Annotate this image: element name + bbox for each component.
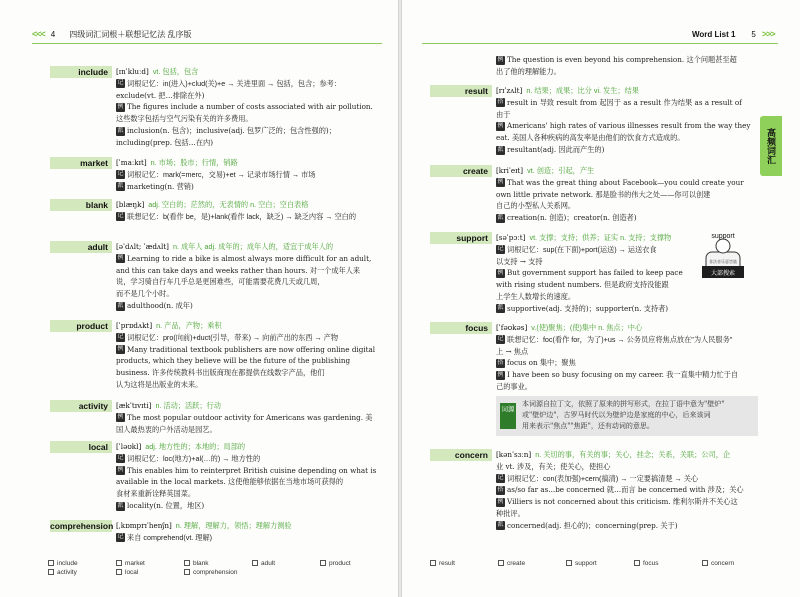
definition: vt. 支撑；支持；供养；证实 n. 支持；支撑物 bbox=[529, 233, 672, 242]
entry-line bbox=[116, 253, 371, 265]
entry-line bbox=[116, 332, 338, 344]
example-tag-icon: 例 bbox=[497, 56, 504, 63]
entry-line bbox=[116, 276, 324, 288]
headword-adult: adult bbox=[50, 241, 112, 253]
checklist-item[interactable] bbox=[498, 560, 525, 567]
derived-tag-icon: 派 bbox=[117, 502, 124, 509]
example-tag-icon: 例 bbox=[117, 346, 124, 353]
plain-text: 己的事业。 bbox=[496, 382, 532, 391]
entry-line bbox=[116, 453, 260, 465]
entry-line bbox=[496, 461, 610, 473]
derived-text: marketing(n. 营销) bbox=[127, 181, 194, 191]
memo-tag-icon: 记 bbox=[117, 171, 124, 178]
entry-line bbox=[496, 357, 576, 369]
checklist-item[interactable] bbox=[184, 569, 237, 576]
entry-line bbox=[496, 346, 528, 358]
plain-text: own little private network. 那是脸书的伟大之处——你可以创建 bbox=[496, 189, 711, 199]
headword-concern: concern bbox=[430, 449, 492, 461]
memo-tag-icon: 记 bbox=[497, 336, 504, 343]
headword-support: support bbox=[430, 232, 492, 244]
definition: n. 结果；成果；比分 vi. 发生；结果 bbox=[526, 86, 639, 95]
phonetic: [ˌkɒmprɪˈhenʃn] bbox=[116, 521, 172, 530]
headword-product: product bbox=[50, 320, 112, 332]
entry-line bbox=[116, 137, 213, 149]
entry-line bbox=[116, 379, 202, 391]
plain-text: 上 → 焦点 bbox=[496, 346, 529, 356]
checklist-label: support bbox=[575, 560, 597, 567]
derived-tag-icon: 派 bbox=[117, 183, 124, 190]
checkbox-icon[interactable] bbox=[702, 560, 708, 566]
plain-text: 由于 bbox=[496, 109, 511, 119]
checklist-label: market bbox=[125, 560, 145, 567]
example-text: Learning to ride a bike is almost always more difficult for an adult, bbox=[127, 253, 372, 263]
etymology-note bbox=[496, 396, 758, 436]
memo-text: 词根记忆：in(进入)+clud(关)+e → 关进里面 → 包括，包含；参考： bbox=[127, 78, 342, 88]
entry-line bbox=[116, 400, 221, 412]
example-text: I have been so busy focusing on my career. 我一直集中精力忙于自 bbox=[507, 370, 739, 380]
entry-line bbox=[116, 211, 356, 223]
entry-line bbox=[496, 369, 738, 381]
phrase-text: as/so far as...be concerned 就…而言 be concerned with 涉及；关心 bbox=[507, 485, 744, 495]
phrase-tag-icon: 搭 bbox=[497, 359, 504, 366]
book-title: 四级词汇词根＋联想记忆法 乱序版 bbox=[69, 29, 192, 39]
entry-line bbox=[116, 288, 174, 300]
plain-text: with rising student numbers. 但是政府支持没能跟 bbox=[496, 280, 669, 290]
checklist-label: local bbox=[125, 569, 139, 576]
entry-line bbox=[116, 113, 253, 125]
plain-text: 说，学习骑自行车几乎总是更困难些，可能需要花费几天或几周， bbox=[116, 277, 325, 287]
checkbox-icon[interactable] bbox=[430, 560, 436, 566]
entry-line bbox=[496, 165, 594, 177]
entry-line bbox=[496, 85, 639, 97]
checklist-label: concern bbox=[711, 560, 735, 567]
plain-text: 种批评。 bbox=[496, 509, 525, 518]
example-tag-icon: 例 bbox=[497, 269, 504, 276]
entry-line bbox=[496, 232, 671, 244]
definition: v.(使)聚焦；(使)集中 n. 焦点；中心 bbox=[531, 323, 643, 332]
page-number: 4 bbox=[50, 29, 56, 39]
header-rule bbox=[422, 43, 778, 44]
entry-line bbox=[496, 381, 532, 393]
side-tab: 高频词汇 bbox=[760, 116, 782, 176]
checkbox-icon[interactable] bbox=[184, 560, 190, 566]
support-illustration bbox=[692, 232, 754, 284]
plain-text: 而不是几个小时。 bbox=[116, 289, 174, 299]
definition: n. 关切的事，有关的事；关心，挂念；关系，关联；公司，企 bbox=[535, 450, 731, 459]
phonetic: [ˈprɒdʌkt] bbox=[116, 321, 153, 330]
headword-result: result bbox=[430, 85, 492, 97]
memo-tag-icon: 记 bbox=[117, 534, 124, 541]
checkbox-icon[interactable] bbox=[320, 560, 326, 566]
chevrons-right-icon: >>> bbox=[761, 29, 775, 39]
definition: n. 理解，理解力，领悟；理解力测验 bbox=[175, 521, 292, 530]
figure-caption-bottom: 大部搜索 bbox=[710, 270, 736, 277]
plain-text: 上学生人数增长的速度。 bbox=[496, 292, 576, 301]
headword-blank: blank bbox=[50, 199, 112, 211]
entry-line bbox=[116, 476, 343, 488]
page-number: 5 bbox=[751, 29, 756, 39]
checklist-label: activity bbox=[57, 569, 77, 576]
memo-text: 词根记忆：loc(地方)+al(…的) → 地方性的 bbox=[127, 453, 261, 463]
checklist-item[interactable] bbox=[430, 560, 455, 567]
etymology-tag: 词源 bbox=[500, 403, 516, 429]
definition: n. 产品，产物；乘积 bbox=[156, 321, 222, 330]
entry-line bbox=[496, 520, 678, 532]
example-text: That was the great thing about Facebook—you could create your bbox=[507, 177, 744, 187]
entry-line bbox=[496, 54, 737, 66]
entry-line bbox=[116, 441, 245, 453]
entry-line bbox=[116, 424, 217, 436]
word-list-title: Word List 1 bbox=[692, 29, 736, 39]
plain-text: 出了他的理解能力。 bbox=[496, 66, 561, 76]
phonetic: [kənˈsɜːn] bbox=[496, 450, 532, 459]
plain-text: 这些数字包括与空气污染有关的许多费用。 bbox=[116, 114, 253, 124]
definition: n. 成年人 adj. 成年的；成年人的，适宜于成年人的 bbox=[172, 242, 334, 251]
plain-text: 认为这将是出版业的未来。 bbox=[116, 380, 203, 389]
plain-text: including(prep. 包括…在内) bbox=[116, 137, 214, 147]
entry-line bbox=[496, 473, 698, 485]
entry-line bbox=[116, 488, 195, 500]
checkbox-icon[interactable] bbox=[116, 569, 122, 575]
right-page bbox=[402, 0, 800, 597]
memo-text: 词根记忆：mark(=merc，交易)+et → 记录市场行情 → 市场 bbox=[127, 169, 316, 179]
checklist-item[interactable] bbox=[48, 560, 78, 567]
entry-line bbox=[116, 532, 212, 544]
entry-line bbox=[496, 97, 742, 109]
example-tag-icon: 例 bbox=[117, 103, 124, 110]
checkbox-icon[interactable] bbox=[634, 560, 640, 566]
definition: vt. 包括，包含 bbox=[152, 67, 199, 76]
derived-tag-icon: 派 bbox=[497, 146, 504, 153]
entry-line bbox=[496, 256, 543, 268]
checklist-item[interactable] bbox=[116, 560, 145, 567]
entry-line bbox=[496, 322, 642, 334]
headword-focus: focus bbox=[430, 322, 492, 334]
plain-text: business. 许多传统教科书出版商现在都提供在线数字产品，他们 bbox=[116, 368, 325, 378]
note-line: 或"壁炉边"，古罗马时代以为壁炉边是家庭的中心，后来该词 bbox=[522, 411, 711, 419]
example-tag-icon: 例 bbox=[497, 498, 504, 505]
entry-line bbox=[116, 125, 336, 137]
plain-text: and this can take days and weeks rather than hours. 对一个成年人来 bbox=[116, 265, 361, 275]
derived-text: locality(n. 位置，地区) bbox=[127, 501, 205, 510]
plain-text: exclude(vt. 把…排除在外) bbox=[116, 90, 205, 100]
entry-line bbox=[116, 181, 194, 193]
definition: n. 市场；股市；行情，销路 bbox=[150, 158, 238, 167]
left-page bbox=[0, 0, 398, 597]
checklist-label: create bbox=[507, 560, 526, 567]
definition: adj. 地方性的；本地的；局部的 bbox=[145, 442, 246, 451]
headword-include: include bbox=[50, 66, 112, 78]
phonetic: [ækˈtɪvɪti] bbox=[116, 401, 152, 410]
entry-line bbox=[496, 66, 561, 78]
checklist-label: product bbox=[329, 560, 351, 567]
entry-line bbox=[116, 199, 308, 211]
left-page-header bbox=[32, 25, 191, 43]
entry-line bbox=[496, 144, 604, 156]
plain-text: 业 vt. 涉及，有关；使关心，使担心 bbox=[496, 461, 611, 471]
phonetic: [ˈmaːkɪt] bbox=[116, 158, 147, 167]
example-text: Villiers is not concerned about this criticism. 维利尔斯并不关心这 bbox=[507, 497, 738, 507]
figure-caption-top: 非法音乐意旨旅 bbox=[709, 259, 737, 264]
entry-line bbox=[116, 520, 292, 532]
derived-tag-icon: 派 bbox=[497, 214, 504, 221]
phonetic: [ˈləʊkl] bbox=[116, 442, 142, 451]
entry-line bbox=[496, 244, 657, 256]
example-text: But government support has failed to keep pace bbox=[507, 268, 683, 278]
memo-tag-icon: 记 bbox=[117, 80, 124, 87]
plain-text: 以支持 → 支持 bbox=[496, 256, 543, 266]
entry-line bbox=[496, 291, 575, 303]
figure-label: support bbox=[711, 233, 735, 240]
derived-text: resultant(adj. 因此而产生的) bbox=[507, 145, 605, 154]
checklist-item[interactable] bbox=[184, 560, 209, 567]
example-tag-icon: 例 bbox=[117, 255, 124, 262]
headword-market: market bbox=[50, 157, 112, 169]
entry-line bbox=[116, 101, 373, 113]
entry-line bbox=[116, 320, 222, 332]
checklist-item[interactable] bbox=[48, 569, 77, 576]
memo-tag-icon: 记 bbox=[497, 246, 504, 253]
headword-comprehension: comprehension bbox=[50, 521, 114, 531]
entry-line bbox=[116, 157, 238, 169]
derived-text: creation(n. 创造)；creator(n. 创造者) bbox=[507, 213, 637, 223]
entry-line bbox=[116, 78, 341, 90]
note-line: 本词源自拉丁文，依照了原来的拼写形式，在拉丁语中意为"壁炉" bbox=[522, 400, 725, 408]
memo-text: 词根记忆：sup(在下面)+port(运送) → 运送衣食 bbox=[507, 244, 657, 254]
memo-text: 联想记忆：foc(看作 for，为了)+us → 公务员应将焦点放在"为人民服务" bbox=[507, 334, 733, 344]
entry-line bbox=[496, 177, 744, 189]
example-text: The question is even beyond his comprehension. 这个问题甚至超 bbox=[507, 55, 737, 64]
entry-line bbox=[496, 120, 751, 132]
derived-tag-icon: 派 bbox=[497, 522, 504, 529]
example-tag-icon: 例 bbox=[117, 467, 124, 474]
checklist-label: focus bbox=[643, 560, 659, 567]
memo-text: 来自 comprehend(vt. 理解) bbox=[127, 532, 213, 542]
entry-line bbox=[116, 465, 376, 477]
entry-line bbox=[116, 367, 325, 379]
entry-line bbox=[496, 484, 744, 496]
entry-line bbox=[496, 200, 575, 212]
derived-text: inclusion(n. 包含)；inclusive(adj. 包罗广泛的；包含性强的)； bbox=[127, 126, 336, 135]
checklist-item[interactable] bbox=[566, 560, 597, 567]
entry-line bbox=[496, 334, 732, 346]
note-line: 用来表示"焦点""焦距"，还有动词的意思。 bbox=[522, 422, 654, 430]
entry-line bbox=[116, 300, 193, 312]
example-tag-icon: 例 bbox=[117, 414, 124, 421]
checkbox-icon[interactable] bbox=[48, 560, 54, 566]
entry-line bbox=[496, 449, 730, 461]
phonetic: [əˈdʌlt; ˈædʌlt] bbox=[116, 242, 169, 251]
derived-tag-icon: 派 bbox=[497, 305, 504, 312]
plain-text: 食材来重新诠释英国菜。 bbox=[116, 489, 196, 499]
plain-text: 国人最热衷的户外活动是园艺。 bbox=[116, 424, 217, 434]
example-tag-icon: 例 bbox=[497, 122, 504, 129]
checkbox-icon[interactable] bbox=[498, 560, 504, 566]
headword-local: local bbox=[50, 441, 112, 453]
phrase-tag-icon: 搭 bbox=[497, 486, 504, 493]
plain-text: 自己的小型私人关系网。 bbox=[496, 201, 576, 211]
example-tag-icon: 例 bbox=[497, 371, 504, 378]
memo-text: 联想记忆：b(看作 be，是)+lank(看作 lack，缺乏) → 缺乏内容 → 空白的 bbox=[127, 211, 357, 221]
entry-line bbox=[496, 189, 710, 201]
example-text: The most popular outdoor activity for Americans was gardening. 美 bbox=[127, 412, 373, 422]
entry-line bbox=[116, 66, 198, 78]
checklist-label: include bbox=[57, 560, 78, 567]
checkbox-icon[interactable] bbox=[252, 560, 258, 566]
example-tag-icon: 例 bbox=[497, 179, 504, 186]
example-text: Americans' high rates of various illnesses result from the way they bbox=[507, 121, 751, 131]
checklist-item[interactable] bbox=[116, 569, 138, 576]
entry-line bbox=[116, 344, 375, 356]
plain-text: eat. 美国人各种疾病的高发率是由他们的饮食方式造成的。 bbox=[496, 133, 685, 143]
entry-line bbox=[496, 132, 685, 144]
memo-text: 词根记忆：con(表加强)+cern(搞清) → 一定要搞清楚 → 关心 bbox=[507, 473, 699, 483]
checkbox-icon[interactable] bbox=[48, 569, 54, 575]
checkbox-icon[interactable] bbox=[566, 560, 572, 566]
phrase-tag-icon: 搭 bbox=[497, 99, 504, 106]
checklist-label: adult bbox=[261, 560, 276, 567]
memo-tag-icon: 记 bbox=[497, 475, 504, 482]
memo-tag-icon: 记 bbox=[117, 213, 124, 220]
phonetic: [rɪˈzʌlt] bbox=[496, 86, 523, 95]
checkbox-icon[interactable] bbox=[184, 569, 190, 575]
definition: adj. 空白的；茫然的，无表情的 n. 空白；空白表格 bbox=[148, 200, 309, 209]
phonetic: [kriˈeɪt] bbox=[496, 166, 524, 175]
entry-line bbox=[116, 500, 204, 512]
header-rule bbox=[32, 43, 382, 44]
phrase-text: focus on 集中；聚焦 bbox=[507, 358, 576, 368]
example-text: Many traditional textbook publishers are now offering online digital bbox=[127, 344, 376, 354]
checklist-label: comprehension bbox=[193, 569, 238, 576]
example-text: This enables him to reinterpret British cuisine depending on what is bbox=[127, 465, 377, 475]
checklist-item[interactable] bbox=[702, 560, 734, 567]
headword-create: create bbox=[430, 165, 492, 177]
derived-tag-icon: 派 bbox=[117, 302, 124, 309]
entry-line bbox=[116, 265, 360, 277]
entry-line bbox=[116, 169, 315, 181]
phonetic: [səˈpɔːt] bbox=[496, 233, 526, 242]
checklist-item[interactable] bbox=[320, 560, 351, 567]
definition: vt. 创造；引起，产生 bbox=[527, 166, 595, 175]
phrase-text: result in 导致 result from 起因于 as a result 作为结果 as a result of bbox=[507, 97, 742, 107]
derived-text: adulthood(n. 成年) bbox=[127, 301, 193, 310]
entry-line bbox=[116, 90, 204, 102]
entry-line bbox=[116, 412, 372, 424]
phonetic: [ˈfəʊkəs] bbox=[496, 323, 528, 332]
entry-line bbox=[116, 355, 350, 367]
memo-tag-icon: 记 bbox=[117, 334, 124, 341]
plain-text: products, which they believe will be the future of the publishing bbox=[116, 356, 351, 366]
checklist-item[interactable] bbox=[634, 560, 659, 567]
phonetic: [ɪnˈkluːd] bbox=[116, 67, 149, 76]
entry-line bbox=[496, 496, 738, 508]
checklist-item[interactable] bbox=[252, 560, 275, 567]
entry-line bbox=[496, 303, 668, 315]
entry-line bbox=[496, 279, 669, 291]
right-page-header bbox=[692, 25, 775, 43]
memo-tag-icon: 记 bbox=[117, 455, 124, 462]
checklist-label: blank bbox=[193, 560, 209, 567]
example-text: The figures include a number of costs associated with air pollution. bbox=[127, 102, 373, 112]
headword-activity: activity bbox=[50, 400, 112, 412]
entry-line bbox=[496, 212, 637, 224]
phonetic: [blæŋk] bbox=[116, 200, 145, 209]
checkbox-icon[interactable] bbox=[116, 560, 122, 566]
derived-text: supportive(adj. 支持的)；supporter(n. 支持者) bbox=[507, 303, 669, 313]
plain-text: available in the local markets. 这使他能够依据在当地市场可获得的 bbox=[116, 477, 344, 487]
derived-tag-icon: 派 bbox=[117, 127, 124, 134]
chevrons-left-icon: <<< bbox=[32, 29, 45, 39]
entry-line bbox=[496, 508, 525, 520]
definition: n. 活动；活跃；行动 bbox=[155, 401, 221, 410]
checklist-label: result bbox=[439, 560, 455, 567]
entry-line bbox=[496, 109, 510, 121]
memo-text: 词根记忆：pro(向前)+duct(引导，带来) → 向前产出的东西 → 产物 bbox=[127, 332, 339, 342]
derived-text: concerned(adj. 担心的)；concerning(prep. 关于) bbox=[507, 520, 678, 530]
entry-line bbox=[496, 267, 683, 279]
entry-line bbox=[116, 241, 333, 253]
